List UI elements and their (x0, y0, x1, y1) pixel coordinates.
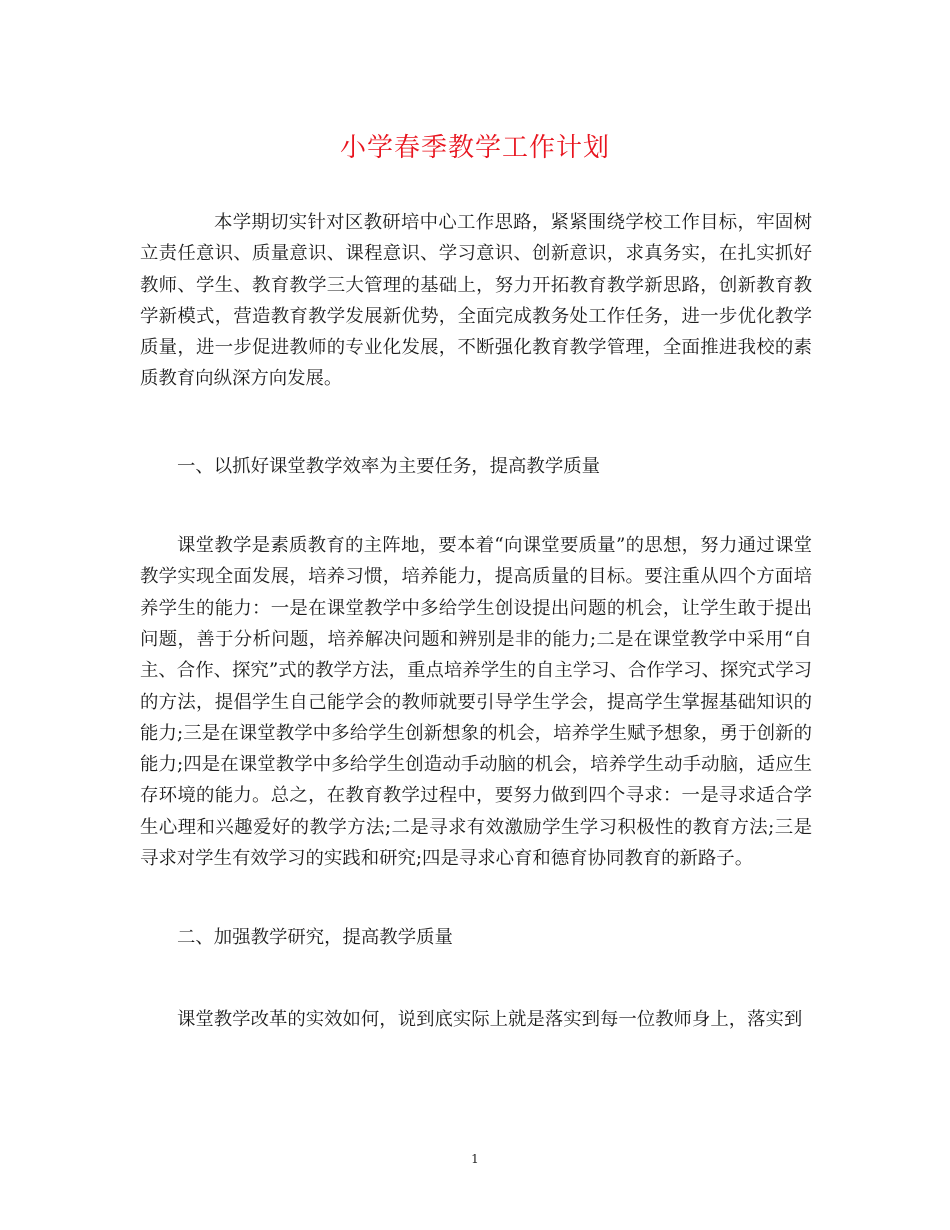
section-2-paragraph: 课堂教学改革的实效如何，说到底实际上就是落实到每一位教师身上，落实到 (177, 1008, 803, 1030)
spacer (140, 395, 812, 451)
section-2-heading: 二、加强教学研究，提高教学质量 (177, 927, 453, 949)
page-number: 1 (471, 1152, 479, 1166)
document-body (140, 207, 812, 1035)
intro-paragraph: 本学期切实针对区教研培中心工作思路，紧紧围绕学校工作目标，牢固树立责任意识、质量意识、课程意识、学习意识、创新意识，求真务实，在扎实抓好教师、学生、教育教学三大管理的基础上，努力开拓教育教学新思路，创新教育教学新模式，营造教育教学发展新优势，全面完成教务处工作任务，进一步优化教学质量，进一步促进教师的专业化发展，不断强化教育教学管理，全面推进我校的素质教育向纵深方向发展。 (140, 212, 812, 390)
spacer (140, 954, 812, 1004)
document-title: 小学春季教学工作计划 (339, 133, 610, 163)
section-1-paragraph: 课堂教学是素质教育的主阵地，要本着“向课堂要质量”的思想，努力通过课堂教学实现全面发展，培养习惯，培养能力，提高质量的目标。要注重从四个方面培养学生的能力：一是在课堂教学中多给学生创设提出问题的机会，让学生敢于提出问题，善于分析问题，培养解决问题和辨别是非的能力;二是在课堂教学中采用“自主、合作、探究”式的教学方法，重点培养学生的自主学习、合作学习、探究式学习的方法，提倡学生自己能学会的教师就要引导学生学会，提高学生掌握基础知识的能力;三是在课堂教学中多给学生创新想象的机会，培养学生赋予想象，勇于创新的能力;四是在课堂教学中多给学生创造动手动脑的机会，培养学生动手动脑，适应生存环境的能力。总之，在教育教学过程中，要努力做到四个寻求：一是寻求适合学生心理和兴趣爱好的教学方法;二是寻求有效激励学生学习积极性的教育方法;三是寻求对学生有效学习的实践和研究;四是寻求心育和德育协同教育的新路子。 (140, 535, 812, 870)
spacer (140, 482, 812, 530)
section-1-heading: 一、以抓好课堂教学效率为主要任务，提高教学质量 (177, 455, 600, 477)
spacer (140, 874, 812, 922)
